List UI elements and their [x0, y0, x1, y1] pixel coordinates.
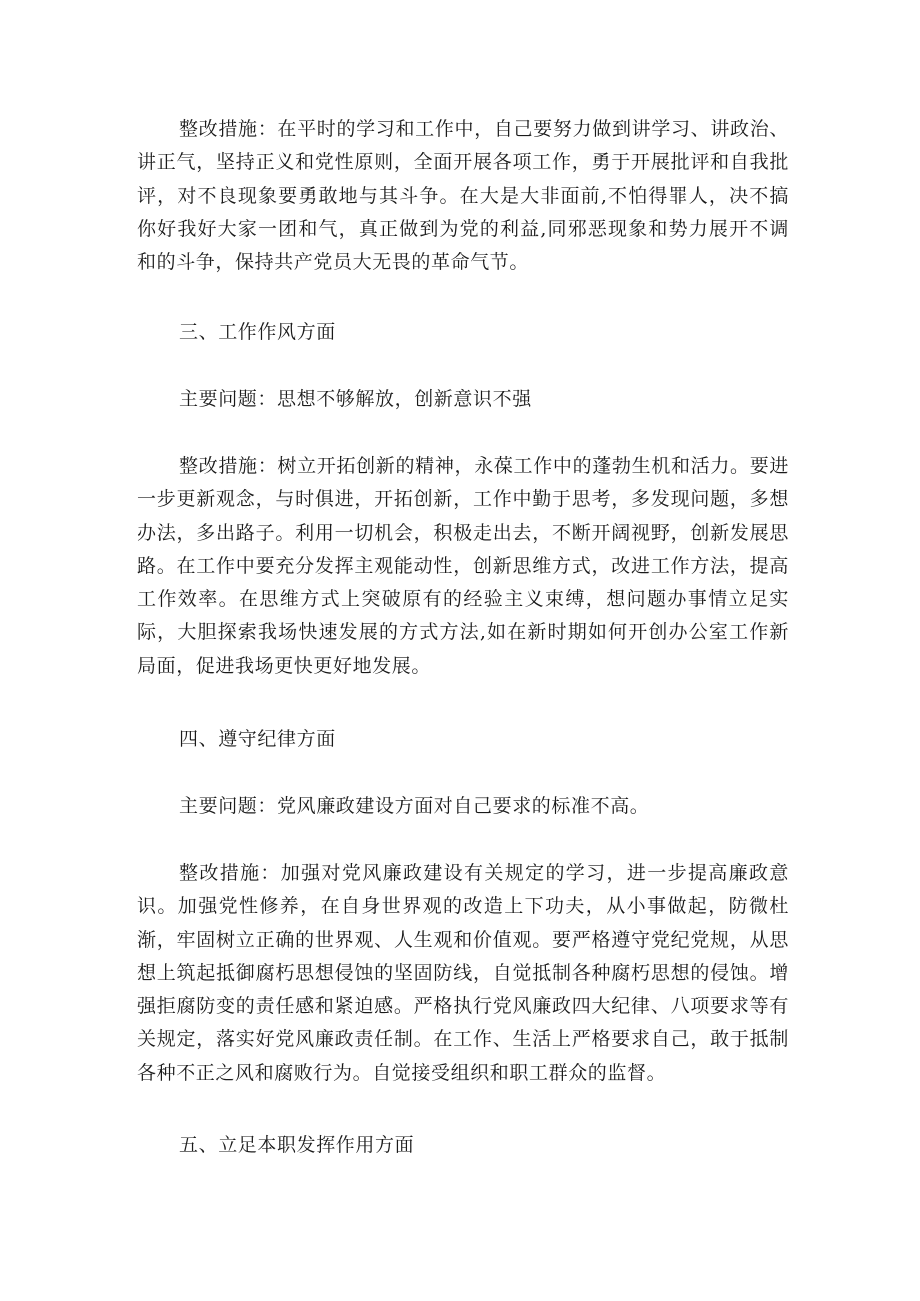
- section-heading-5: 五、立足本职发挥作用方面: [179, 1134, 415, 1156]
- section-heading-4: 四、遵守纪律方面: [179, 728, 336, 750]
- paragraph-measure-3: 整改措施：树立开拓创新的精神，永葆工作中的蓬勃生机和活力。要进一步更新观念，与时俱进，开拓创新，工作中勤于思考，多发现问题，多想办法，多出路子。利用一切机会，积极走出去，不断开阔视野，创新发展思路。在工作中要充分发挥主观能动性，创新思维方式，改进工作方法，提高工作效率。在思维方式上突破原有的经验主义束缚，想问题办事情立足实际，大胆探索我场快速发展的方式方法,如在新时期如何开创办公室工作新局面，促进我场更快更好地发展。: [137, 455, 789, 677]
- section-heading-3: 三、工作作风方面: [179, 321, 336, 343]
- paragraph-measure-4: 整改措施：加强对党风廉政建设有关规定的学习，进一步提高廉政意识。加强党性修养，在自身世界观的改造上下功夫，从小事做起，防微杜渐，牢固树立正确的世界观、人生观和价值观。要严格遵守党纪党规，从思想上筑起抵御腐朽思想侵蚀的坚固防线，自觉抵制各种腐朽思想的侵蚀。增强拒腐防变的责任感和紧迫感。严格执行党风廉政四大纪律、八项要求等有关规定，落实好党风廉政责任制。在工作、生活上严格要求自己，敢于抵制各种不正之风和腐败行为。自觉接受组织和职工群众的监督。: [137, 862, 789, 1084]
- paragraph-problem-4: 主要问题：党风廉政建设方面对自己要求的标准不高。: [179, 795, 650, 817]
- paragraph-measure-2: 整改措施：在平时的学习和工作中，自己要努力做到讲学习、讲政治、讲正气，坚持正义和党性原则，全面开展各项工作，勇于开展批评和自我批评，对不良现象要勇敢地与其斗争。在大是大非面前,不怕得罪人，决不搞你好我好大家一团和气，真正做到为党的利益,同邪恶现象和势力展开不调和的斗争，保持共产党员大无畏的革命气节。: [137, 118, 789, 274]
- paragraph-problem-3: 主要问题：思想不够解放，创新意识不强: [179, 388, 532, 410]
